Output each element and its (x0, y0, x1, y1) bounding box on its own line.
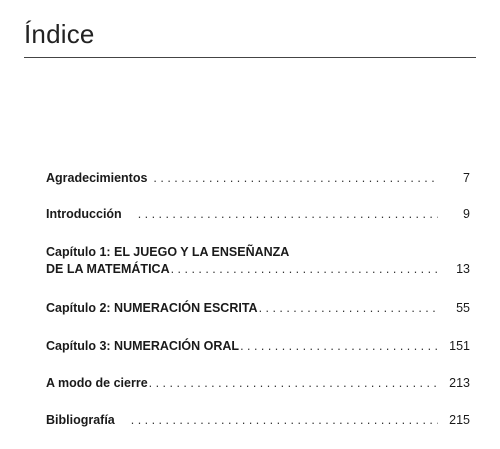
title-divider (24, 57, 476, 58)
toc-entry-label: Introducción (46, 207, 122, 221)
toc-entry-page: 7 (463, 171, 470, 185)
toc-entry-label-line1: Capítulo 1: EL JUEGO Y LA ENSEÑANZA (46, 245, 290, 259)
toc-entry-label: Capítulo 2: NUMERACIÓN ESCRITA (46, 301, 258, 315)
dot-leader (131, 412, 438, 429)
toc-entry-page: 55 (456, 301, 470, 315)
toc-entry-agradecimientos[interactable] (46, 170, 470, 187)
dot-leader (171, 261, 438, 278)
toc-entry-label-line2: DE LA MATEMÁTICA (46, 262, 170, 276)
toc-entry-capitulo-3[interactable] (46, 338, 470, 355)
toc-entry-label: Capítulo 3: NUMERACIÓN ORAL (46, 339, 240, 353)
toc-entry-page: 213 (449, 376, 470, 390)
toc-entry-page: 151 (449, 339, 470, 353)
toc-entry-page: 9 (463, 207, 470, 221)
page-title: Índice (24, 19, 95, 49)
toc-entry-page: 215 (449, 413, 470, 427)
toc-entry-label: Bibliografía (46, 413, 115, 427)
toc-entry-capitulo-1[interactable] (46, 244, 470, 278)
toc-entry-label: Agradecimientos (46, 171, 148, 185)
dot-leader (259, 300, 438, 317)
toc-entry-a-modo-de-cierre[interactable] (46, 375, 470, 392)
dot-leader (138, 206, 438, 223)
toc-entry-label: A modo de cierre (46, 376, 148, 390)
dot-leader (149, 375, 438, 392)
dot-leader (240, 338, 438, 355)
toc-entry-bibliografia[interactable] (46, 412, 470, 429)
toc-entry-introduccion[interactable] (46, 206, 470, 223)
dot-leader (153, 170, 438, 187)
toc-entry-page: 13 (456, 262, 470, 276)
toc-entry-capitulo-2[interactable] (46, 300, 470, 317)
